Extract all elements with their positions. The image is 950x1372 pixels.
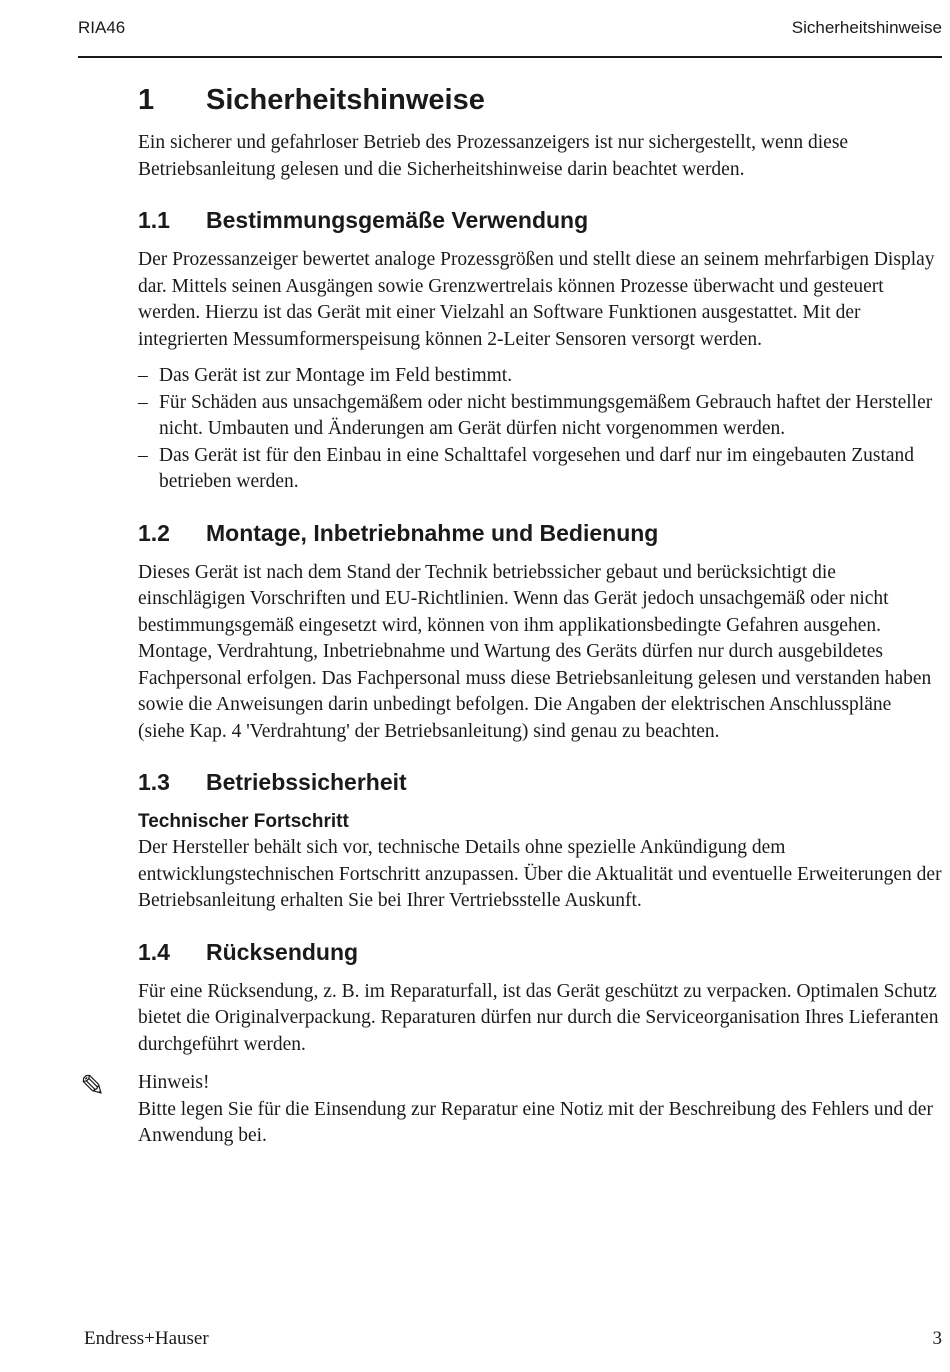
section-number: 1 [138,84,155,116]
page-number: 3 [932,1328,942,1349]
section-1-text: Ein sicherer und gefahrloser Betrieb des Prozessanzeigers ist nur sichergestellt, wenn diese Betriebsanleitung gelesen und die Sicherheitshinweise darin beachtet werden. [138,132,849,180]
list-item: – Das Gerät ist für den Einbau in eine Schalttafel vorgesehen und darf nur im eingebauten Zustand betrieben werden. [138,443,942,496]
section-number: 1.3 [138,769,170,795]
page-content [80,82,942,1150]
usage-list [138,363,942,496]
footer-company: Endress+Hauser [84,1328,209,1349]
note-title: Hinweis! [138,1072,210,1093]
pencil-icon: ✎ [80,1069,106,1104]
section-title: Rücksendung [206,938,359,965]
header-product: RIA46 [78,18,126,37]
section-title: Bestimmungsgemäße Verwendung [206,207,589,233]
section-number: 1.1 [138,207,170,233]
section-1-heading [138,82,942,118]
note-block [80,1069,942,1150]
section-1-2-text: Dieses Gerät ist nach dem Stand der Technik betriebssicher gebaut und berücksichtigt die einschlägigen Vorschriften und EU-Richtlinien. Wenn das Gerät jedoch unsachgemäß oder nicht bestimmungsgemäß eingesetzt wird, können von ihm applikationsbedingte Gefahren ausgehen. Montage, Verdrahtung, Inbetriebnahme und Wartung des Geräts dürfen nur durch ausgebildetes Fachpersonal erfolgen. Das Fachpersonal muss diese Betriebsanleitung gelesen und verstanden haben sowie die Anweisungen darin unbedingt befolgen. Die Angaben der elektrischen Anschlusspläne (siehe Kap. 4 'Verdrahtung' der Betriebsanleitung) sind genau zu beachten. [138,561,932,742]
subsection-title: Technischer Fortschritt [138,811,349,832]
section-title: Betriebssicherheit [206,769,407,795]
page-header [78,14,942,58]
section-1-2-heading [138,518,942,548]
list-item: – Für Schäden aus unsachgemäßem oder nicht bestimmungsgemäßem Gebrauch haftet der Hersteller nicht. Umbauten und Änderungen am Gerät dürfen nicht vorgenommen werden. [138,390,942,443]
header-chapter: Sicherheitshinweise [791,18,942,37]
section-1-3-heading [138,767,942,797]
section-title: Montage, Inbetriebnahme und Bedienung [206,519,659,546]
section-1-3-text: Der Hersteller behält sich vor, technische Details ohne spezielle Ankündigung dem entwicklungstechnischen Fortschritt anzupassen. Über die Aktualität und eventuelle Erweiterungen der Betriebsanleitung erhalten Sie bei Ihrer Vertriebsstelle Auskunft. [138,837,942,911]
section-1-4-heading [138,937,942,967]
section-number: 1.2 [138,519,170,546]
section-1-4-text: Für eine Rücksendung, z. B. im Reparaturfall, ist das Gerät geschützt zu verpacken. Optimalen Schutz bietet die Originalverpackung. Reparaturen dürfen nur durch die Serviceorganisation Ihres Lieferanten durchgeführt werden. [138,980,939,1055]
section-1-1-heading [138,205,942,235]
section-title: Sicherheitshinweise [206,84,485,116]
note-text: Bitte legen Sie für die Einsendung zur Reparatur eine Notiz mit der Beschreibung des Fehlers und der Anwendung bei. [138,1098,933,1146]
list-item: – Das Gerät ist zur Montage im Feld bestimmt. [138,363,942,390]
section-number: 1.4 [138,938,170,965]
section-1-1-text: Der Prozessanzeiger bewertet analoge Prozessgrößen und stellt diese an seinem mehrfarbigen Display dar. Mittels seinen Ausgängen sowie Grenzwertrelais können Prozesse überwacht und gesteuert werden. Hierzu ist das Gerät mit einer Vielzahl an Software Funktionen ausgestattet. Mit der integrierten Messumformerspeisung können 2-Leiter Sensoren versorgt werden. [138,249,935,350]
